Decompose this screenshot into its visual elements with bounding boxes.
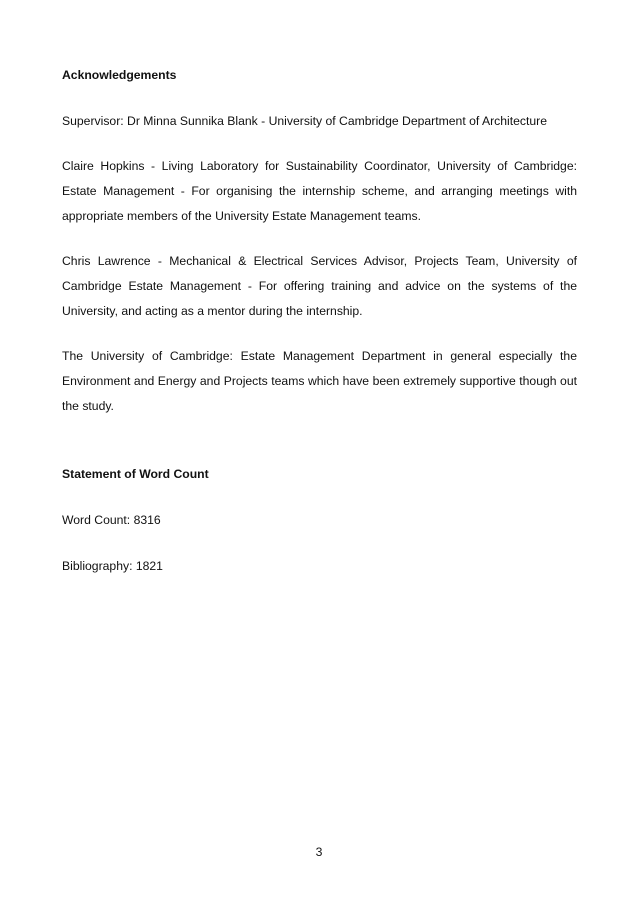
bibliography-count-line: Bibliography: 1821 — [62, 559, 163, 573]
word-count-heading: Statement of Word Count — [62, 467, 209, 481]
acknowledgement-paragraph-lawrence: Chris Lawrence - Mechanical & Electrical Services Advisor, Projects Team, University of Cambridge Estate Management - For offering training and advice on the systems of the University, and acting as a mentor during the internship. — [62, 254, 577, 318]
page-number: 3 — [315, 845, 323, 859]
acknowledgement-paragraph-hopkins: Claire Hopkins - Living Laboratory for Sustainability Coordinator, University of Cambridge: Estate Management - For organising the internship scheme, and arranging meetings with appropriate members of the University Estate Management teams. — [62, 159, 577, 223]
supervisor-line: Supervisor: Dr Minna Sunnika Blank - University of Cambridge Department of Architecture — [62, 114, 547, 128]
acknowledgements-heading: Acknowledgements — [62, 68, 177, 82]
word-count-line: Word Count: 8316 — [62, 513, 161, 527]
acknowledgement-paragraph-department: The University of Cambridge: Estate Management Department in general especially the Environment and Energy and Projects teams which have been extremely supportive though out the study. — [62, 349, 577, 413]
page-content — [62, 66, 577, 575]
